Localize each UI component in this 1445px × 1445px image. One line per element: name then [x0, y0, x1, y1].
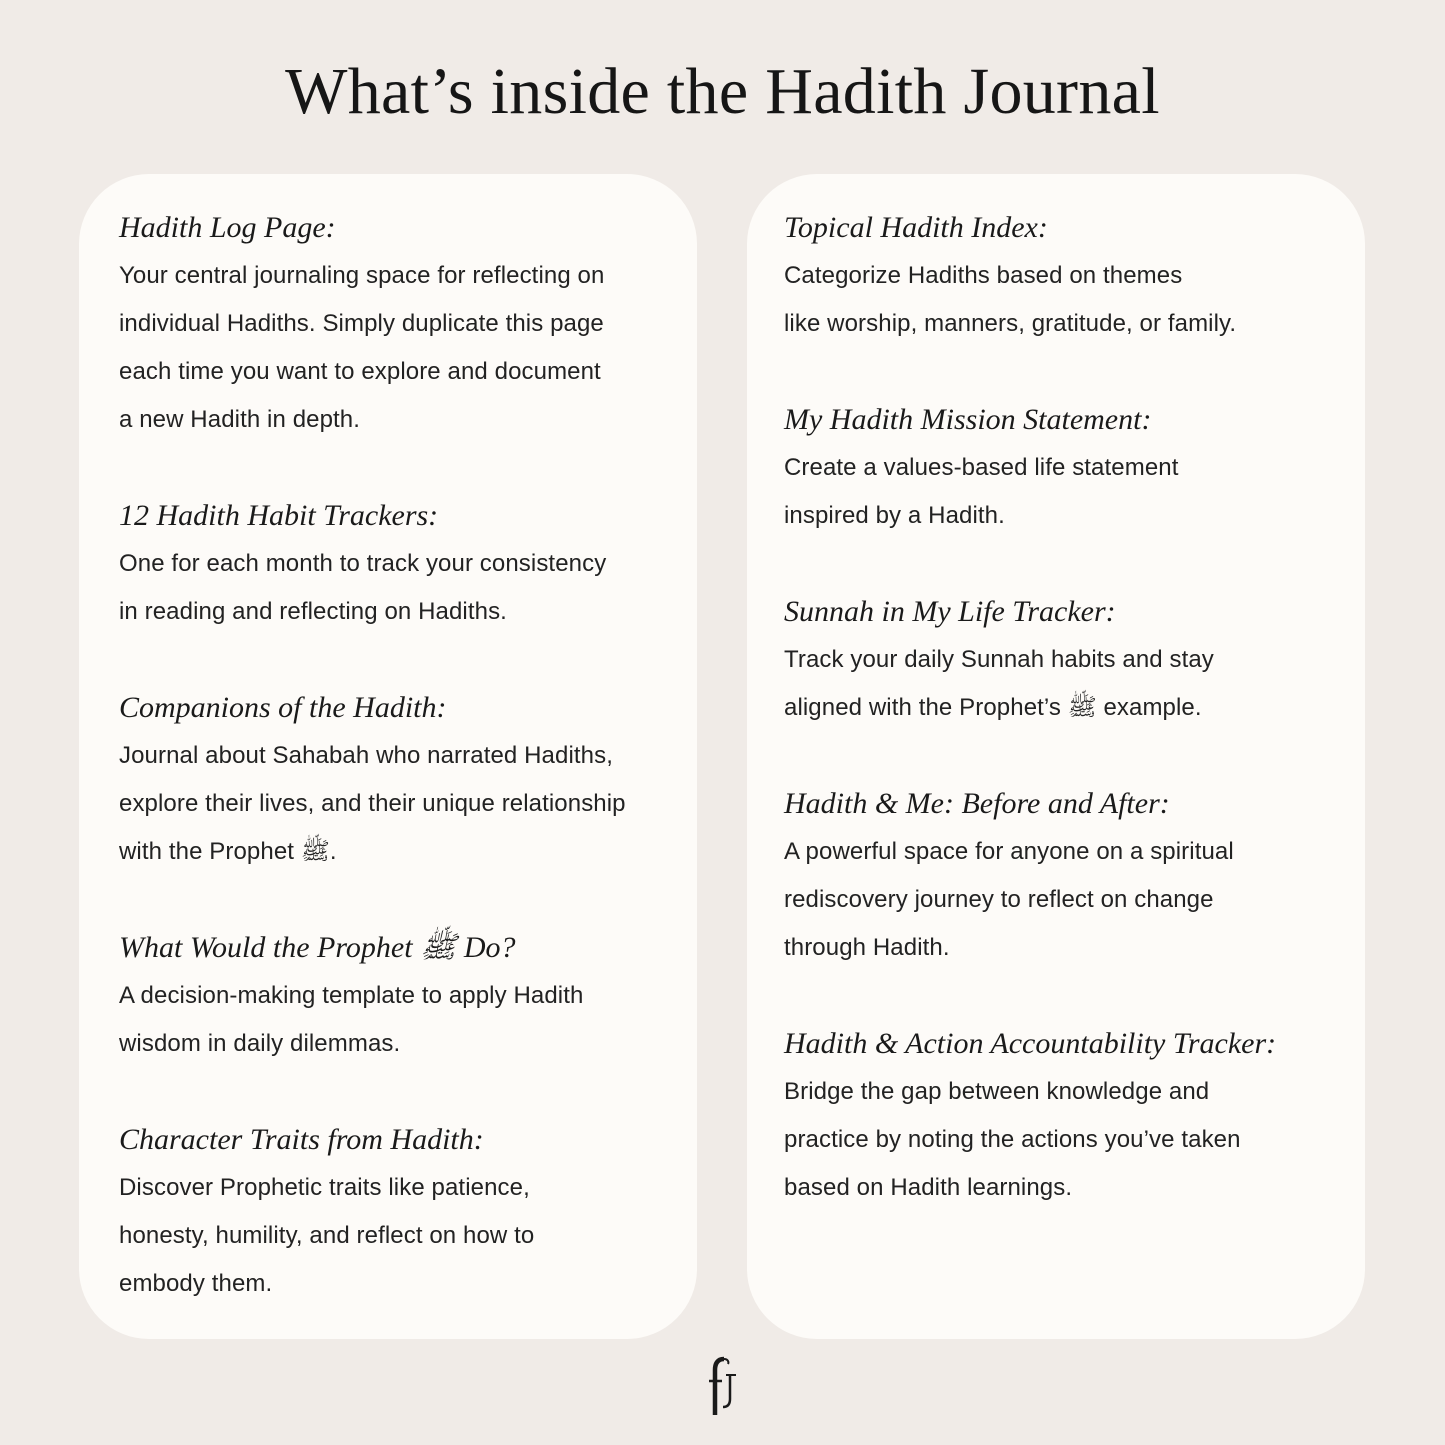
description-line: aligned with the Prophet’s ﷺ example.: [784, 694, 1202, 721]
section-topical-index: [784, 204, 1337, 348]
description-line: a new Hadith in depth.: [119, 406, 361, 433]
section-title: Companions of the Hadith:: [119, 691, 447, 724]
section-title: Sunnah in My Life Tracker:: [784, 595, 1116, 628]
section-title: Topical Hadith Index:: [784, 211, 1048, 244]
section-description: [119, 1164, 669, 1308]
description-line: One for each month to track your consistency: [119, 550, 607, 577]
left-card: [79, 174, 697, 1339]
description-line: embody them.: [119, 1270, 273, 1297]
description-line: Categorize Hadiths based on themes: [784, 262, 1183, 289]
section-title: My Hadith Mission Statement:: [784, 403, 1152, 436]
description-line: explore their lives, and their unique relationship: [119, 790, 626, 817]
description-line: individual Hadiths. Simply duplicate this page: [119, 310, 604, 337]
section-description: [784, 828, 1337, 972]
section-mission-statement: [784, 396, 1337, 540]
description-line: like worship, manners, gratitude, or family.: [784, 310, 1237, 337]
section-title: Hadith Log Page:: [119, 211, 336, 244]
section-habit-trackers: [119, 492, 669, 636]
description-line: Discover Prophetic traits like patience,: [119, 1174, 530, 1201]
description-line: each time you want to explore and document: [119, 358, 601, 385]
section-title: Character Traits from Hadith:: [119, 1123, 484, 1156]
description-line: based on Hadith learnings.: [784, 1174, 1073, 1201]
page-title: What’s inside the Hadith Journal: [285, 55, 1160, 128]
section-description: [119, 972, 669, 1068]
description-line: rediscovery journey to reflect on change: [784, 886, 1214, 913]
description-line: inspired by a Hadith.: [784, 502, 1005, 529]
description-line: wisdom in daily dilemmas.: [119, 1030, 401, 1057]
section-description: [784, 444, 1337, 540]
section-description: [784, 636, 1337, 732]
description-line: with the Prophet ﷺ.: [119, 838, 337, 865]
section-description: [119, 252, 669, 444]
description-line: Bridge the gap between knowledge and: [784, 1078, 1210, 1105]
section-title: 12 Hadith Habit Trackers:: [119, 499, 439, 532]
section-accountability-tracker: [784, 1020, 1337, 1212]
section-sunnah-tracker: [784, 588, 1337, 732]
section-description: [784, 1068, 1337, 1212]
section-character-traits: [119, 1116, 669, 1308]
description-line: Create a values-based life statement: [784, 454, 1179, 481]
description-line: Journal about Sahabah who narrated Hadiths,: [119, 742, 613, 769]
section-description: [119, 732, 669, 876]
section-title: Hadith & Me: Before and After:: [784, 787, 1170, 820]
description-line: through Hadith.: [784, 934, 950, 961]
description-line: A powerful space for anyone on a spiritual: [784, 838, 1234, 865]
section-title: What Would the Prophet ﷺ Do?: [119, 931, 516, 964]
section-companions: [119, 684, 669, 876]
description-line: A decision-making template to apply Hadith: [119, 982, 584, 1009]
description-line: honesty, humility, and reflect on how to: [119, 1222, 535, 1249]
section-hadith-log-page: [119, 204, 669, 444]
section-what-would-prophet-do: [119, 924, 669, 1068]
section-description: [784, 252, 1337, 348]
section-title: Hadith & Action Accountability Tracker:: [784, 1027, 1277, 1060]
section-before-after: [784, 780, 1337, 972]
right-card: [747, 174, 1365, 1339]
description-line: Track your daily Sunnah habits and stay: [784, 646, 1214, 673]
section-description: [119, 540, 669, 636]
description-line: practice by noting the actions you’ve taken: [784, 1126, 1241, 1153]
description-line: in reading and reflecting on Hadiths.: [119, 598, 507, 625]
description-line: Your central journaling space for reflecting on: [119, 262, 605, 289]
fg-monogram-logo: [700, 1355, 746, 1419]
